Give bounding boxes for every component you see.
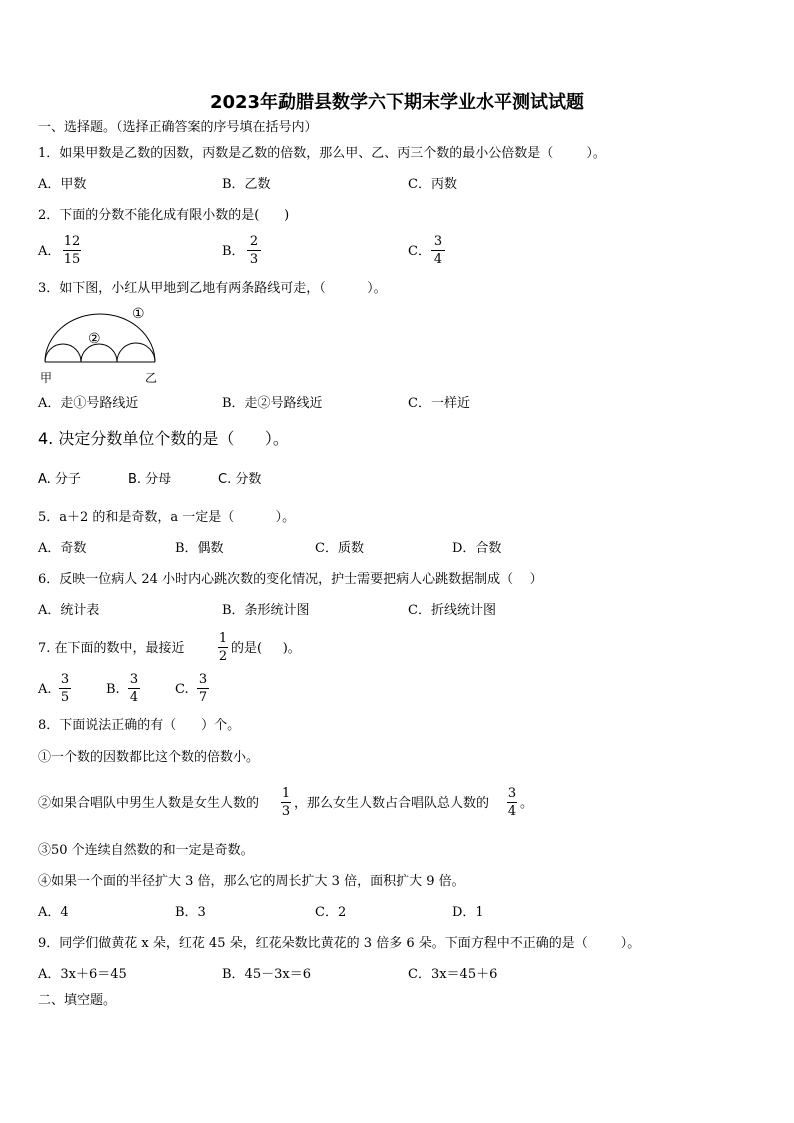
question-2-option-c-fraction	[430, 234, 446, 267]
end-point-label: 乙	[145, 371, 158, 385]
question-7-option-a-fraction	[58, 672, 72, 705]
question-8-statement-2-fraction-2	[506, 786, 518, 819]
fraction-numerator: 3	[60, 672, 70, 687]
question-8-option-c: C．2	[315, 905, 347, 920]
start-point-label: 甲	[40, 371, 53, 385]
question-5-option-a: A．奇数	[38, 541, 87, 556]
question-2-option-a-fraction	[62, 234, 82, 267]
fraction-denominator: 5	[60, 690, 70, 705]
question-6-option-c: C．折线统计图	[408, 603, 496, 618]
fraction-numerator: 12	[63, 234, 81, 249]
question-7-option-c-fraction	[196, 672, 210, 705]
question-8-option-d: D．1	[452, 905, 484, 920]
question-8-statement-2-start: ②如果合唱队中男生人数是女生人数的	[38, 796, 260, 811]
question-1-stem: 1．如果甲数是乙数的因数，丙数是乙数的倍数，那么甲、乙、丙三个数的最小公倍数是（ ）。	[38, 146, 606, 161]
question-2-option-a-label: A．	[38, 244, 61, 259]
question-7-stem-start: 7. 在下面的数中，最接近	[38, 641, 185, 656]
question-8-statement-2-end: 。	[520, 796, 534, 811]
question-4-option-b: B. 分母	[128, 472, 172, 487]
question-7-option-c-label: C.	[175, 682, 189, 697]
question-8-option-a: A．4	[38, 905, 69, 920]
question-5-stem: 5．a＋2 的和是奇数，a 一定是（ ）。	[38, 510, 296, 525]
question-1-option-a: A．甲数	[38, 177, 87, 192]
question-8-option-b: B．3	[175, 905, 206, 920]
question-7-option-a-label: A.	[38, 682, 52, 697]
question-1-option-b: B．乙数	[222, 177, 271, 192]
question-5-option-b: B．偶数	[175, 541, 224, 556]
question-9-option-b: B．45－3x＝6	[222, 967, 311, 982]
question-2-option-b-fraction	[246, 234, 262, 267]
question-8-statement-3: ③50 个连续自然数的和一定是奇数。	[38, 843, 254, 858]
route-2-label: ②	[88, 331, 101, 347]
fraction-numerator: 2	[249, 234, 259, 249]
question-2-stem: 2．下面的分数不能化成有限小数的是( )	[38, 208, 290, 223]
fraction-denominator: 4	[433, 252, 443, 267]
question-1-option-c: C．丙数	[408, 177, 457, 192]
question-7-option-b-label: B.	[106, 682, 120, 697]
route-1-label: ①	[132, 306, 145, 322]
question-7-stem-fraction	[217, 631, 229, 664]
question-9-option-a: A．3x＋6＝45	[38, 967, 127, 982]
fraction-denominator: 3	[281, 804, 291, 819]
question-5-option-d: D．合数	[452, 541, 502, 556]
question-4-stem: 4. 决定分数单位个数的是（ ）。	[38, 429, 289, 448]
question-6-option-b: B．条形统计图	[222, 603, 310, 618]
question-7-option-b-fraction	[127, 672, 141, 705]
question-4-option-c: C. 分数	[218, 472, 262, 487]
question-2-option-b-label: B．	[222, 244, 245, 259]
fraction-numerator: 3	[507, 786, 517, 801]
fraction-numerator: 3	[129, 672, 139, 687]
question-8-statement-2-middle: ，那么女生人数占合唱队总人数的	[294, 796, 490, 811]
question-8-statement-2-fraction-1	[280, 786, 292, 819]
page-title: 2023年勐腊县数学六下期末学业水平测试试题	[209, 92, 585, 113]
question-3-option-a: A．走①号路线近	[38, 396, 139, 411]
question-3-option-b: B．走②号路线近	[222, 396, 323, 411]
section-heading-choice: 一、选择题。（选择正确答案的序号填在括号内）	[38, 120, 318, 135]
question-6-option-a: A．统计表	[38, 603, 100, 618]
question-3-option-c: C．一样近	[408, 396, 470, 411]
section-heading-fill-in: 二、填空题。	[38, 993, 117, 1008]
fraction-denominator: 2	[218, 649, 228, 664]
fraction-numerator: 3	[433, 234, 443, 249]
question-8-statement-4: ④如果一个面的半径扩大 3 倍，那么它的周长扩大 3 倍，面积扩大 9 倍。	[38, 874, 465, 889]
fraction-denominator: 3	[249, 252, 259, 267]
question-8-statement-1: ①一个数的因数都比这个数的倍数小。	[38, 750, 260, 765]
question-4-option-a: A. 分子	[38, 472, 81, 487]
fraction-numerator: 3	[198, 672, 208, 687]
question-6-stem: 6．反映一位病人 24 小时内心跳次数的变化情况，护士需要把病人心跳数据制成（ ）	[38, 572, 543, 587]
fraction-denominator: 4	[129, 690, 139, 705]
question-9-stem: 9．同学们做黄花 x 朵，红花 45 朵，红花朵数比黄花的 3 倍多 6 朵。下面方程中不正确的是（ ）。	[38, 936, 641, 951]
fraction-numerator: 1	[281, 786, 291, 801]
fraction-denominator: 7	[198, 690, 208, 705]
fraction-denominator: 4	[507, 804, 517, 819]
question-8-stem: 8．下面说法正确的有（ ）个。	[38, 718, 241, 733]
question-3-stem: 3．如下图，小红从甲地到乙地有两条路线可走，（ ）。	[38, 281, 387, 296]
question-9-option-c: C．3x＝45＋6	[408, 967, 498, 982]
fraction-numerator: 1	[218, 631, 228, 646]
fraction-denominator: 15	[63, 252, 81, 267]
question-2-option-c-label: C．	[408, 244, 431, 259]
question-5-option-c: C．质数	[315, 541, 364, 556]
question-7-stem-end: 的是( )。	[231, 641, 301, 656]
